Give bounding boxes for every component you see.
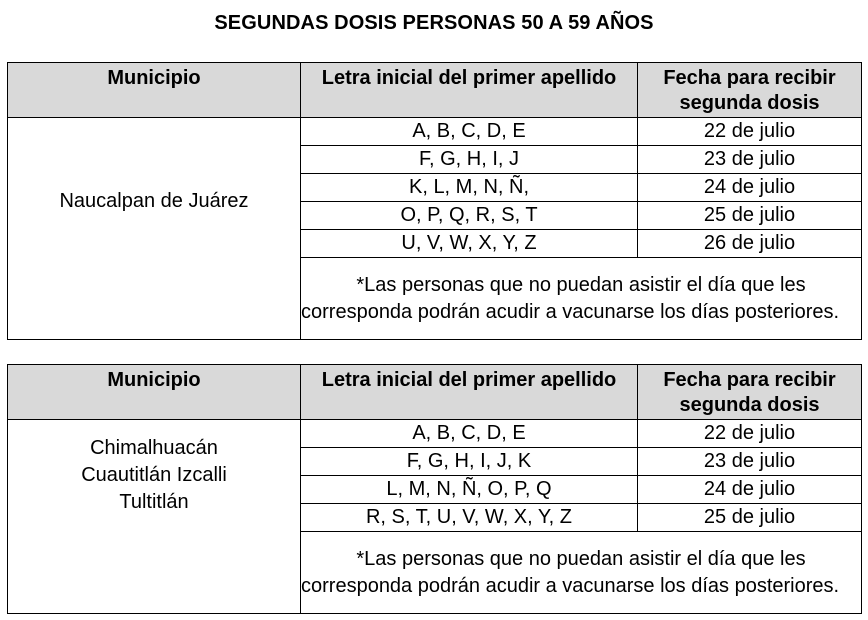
date-cell: 22 de julio: [638, 118, 862, 146]
document-title: SEGUNDAS DOSIS PERSONAS 50 A 59 AÑOS: [214, 12, 654, 34]
letters-cell: U, V, W, X, Y, Z: [301, 230, 638, 258]
note-text: *Las personas que no puedan asistir el día que les corresponda podrán acudir a vacunarse los días posteriores.: [301, 547, 840, 597]
date-cell: 24 de julio: [638, 476, 862, 504]
header-municipio: Municipio: [8, 63, 301, 118]
municipio-name: Cuautitlán Izcalli: [81, 464, 227, 486]
note-text: *Las personas que no puedan asistir el día que les corresponda podrán acudir a vacunarse los días posteriores.: [301, 273, 840, 323]
table-header-row: [8, 63, 862, 118]
header-fecha: Fecha para recibir segunda dosis: [638, 63, 862, 118]
municipio-cell: [8, 420, 301, 614]
header-letra-inicial: Letra inicial del primer apellido: [301, 63, 638, 118]
letters-cell: K, L, M, N, Ñ,: [301, 174, 638, 202]
header-letra-inicial: Letra inicial del primer apellido: [301, 365, 638, 420]
date-cell: 23 de julio: [638, 448, 862, 476]
date-cell: 23 de julio: [638, 146, 862, 174]
letters-cell: R, S, T, U, V, W, X, Y, Z: [301, 504, 638, 532]
date-cell: 25 de julio: [638, 202, 862, 230]
table-header-row: [8, 365, 862, 420]
letters-cell: F, G, H, I, J, K: [301, 448, 638, 476]
letters-cell: A, B, C, D, E: [301, 118, 638, 146]
date-cell: 24 de julio: [638, 174, 862, 202]
table-row: [8, 420, 862, 448]
municipio-name: Tultitlán: [119, 491, 189, 513]
letters-cell: F, G, H, I, J: [301, 146, 638, 174]
letters-cell: O, P, Q, R, S, T: [301, 202, 638, 230]
date-cell: 26 de julio: [638, 230, 862, 258]
municipio-cell: [8, 118, 301, 340]
letters-cell: L, M, N, Ñ, O, P, Q: [301, 476, 638, 504]
schedule-table-naucalpan: [7, 62, 862, 340]
municipio-name: Chimalhuacán: [90, 437, 218, 459]
date-cell: 22 de julio: [638, 420, 862, 448]
municipio-name: Naucalpan de Juárez: [59, 190, 249, 212]
note-cell: [301, 258, 862, 340]
table-row: [8, 118, 862, 146]
date-cell: 25 de julio: [638, 504, 862, 532]
header-municipio: Municipio: [8, 365, 301, 420]
header-fecha: Fecha para recibir segunda dosis: [638, 365, 862, 420]
schedule-table-chimalhuacan-cuautitlan-tultitlan: [7, 364, 862, 614]
letters-cell: A, B, C, D, E: [301, 420, 638, 448]
note-cell: [301, 532, 862, 614]
